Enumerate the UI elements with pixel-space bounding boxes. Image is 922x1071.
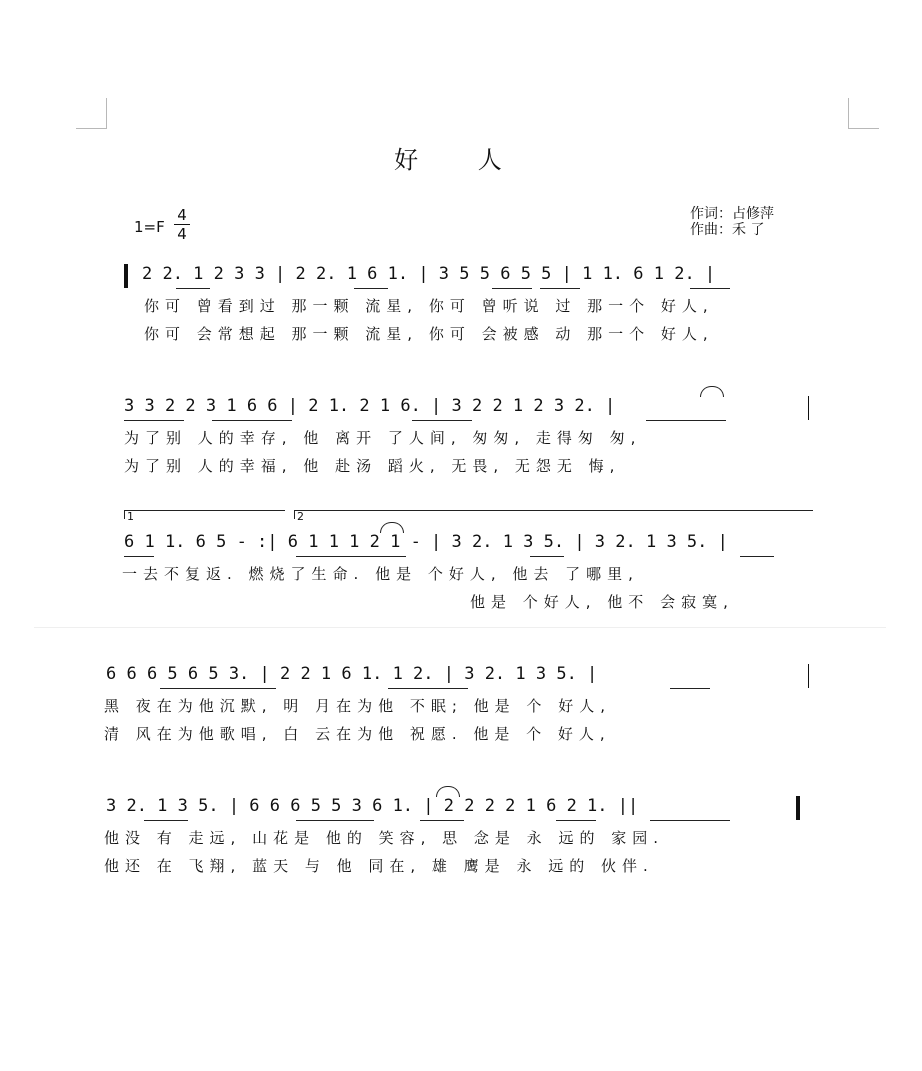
lyrics-row-3-verse-2: 他是 个好人, 他不 会寂寞, xyxy=(470,593,734,611)
beam xyxy=(412,420,472,421)
composer-credit: 作曲：禾 了 xyxy=(690,222,765,238)
beam xyxy=(650,820,730,821)
beam xyxy=(212,420,292,421)
notation-row-4: 6 6 6 5 6 5 3. | 2 2 1 6 1. 1 2. | 3 2. 1 3 5. | xyxy=(106,664,598,684)
beam xyxy=(556,820,596,821)
time-sig-bottom: 4 xyxy=(177,225,187,243)
beam xyxy=(176,288,210,289)
beam xyxy=(530,556,564,557)
lyrics-row-2-verse-1: 为了别 人的幸存, 他 离开 了人间, 匆匆, 走得匆 匆, xyxy=(124,429,642,447)
tie-slur xyxy=(700,386,724,397)
time-sig-top: 4 xyxy=(177,206,187,224)
beam xyxy=(296,556,406,557)
volta-number-first: 1 xyxy=(127,510,134,523)
notation-row-1: 2 2. 1 2 3 3 | 2 2. 1 6 1. | 3 5 5 6 5 5 | 1 1. 6 1 2. | xyxy=(142,264,716,284)
beam xyxy=(124,420,184,421)
song-title: 好 人 xyxy=(394,146,528,174)
lyrics-row-1-verse-1: 你可 曾看到过 那一颗 流星, 你可 曾听说 过 那一个 好人, xyxy=(144,297,714,315)
time-signature xyxy=(174,207,190,242)
crop-mark-left xyxy=(76,98,107,129)
lyrics-row-3-verse-1: 一去不复返. 燃烧了生命. 他是 个好人, 他去 了哪里, xyxy=(122,565,639,583)
lyrics-row-4-verse-1: 黑 夜在为他沉默, 明 月在为他 不眠; 他是 个 好人, xyxy=(104,697,611,715)
beam xyxy=(296,820,374,821)
volta-bracket-first xyxy=(124,510,285,519)
beam xyxy=(540,288,580,289)
barline xyxy=(808,664,809,688)
beam xyxy=(160,688,276,689)
tie-slur xyxy=(436,786,460,797)
key-signature: 1=F xyxy=(134,218,165,236)
beam xyxy=(740,556,774,557)
beam xyxy=(690,288,730,289)
lyrics-row-2-verse-2: 为了别 人的幸福, 他 赴汤 蹈火, 无畏, 无怨无 悔, xyxy=(124,457,621,475)
volta-bracket-second xyxy=(294,510,813,519)
notation-row-2: 3 3 2 2 3 1 6 6 | 2 1. 2 1 6. | 3 2 2 1 2 3 2. | xyxy=(124,396,616,416)
lyrics-row-1-verse-2: 你可 会常想起 那一颗 流星, 你可 会被感 动 那一个 好人, xyxy=(144,325,714,343)
volta-number-second: 2 xyxy=(297,510,304,523)
beam xyxy=(388,688,468,689)
beam xyxy=(420,820,464,821)
notation-row-5: 3 2. 1 3 5. | 6 6 6 5 5 3 6 1. | 2 2 2 2 1 6 2 1. || xyxy=(106,796,639,816)
lyrics-row-4-verse-2: 清 风在为他歌唱, 白 云在为他 祝愿. 他是 个 好人, xyxy=(104,725,611,743)
beam xyxy=(670,688,710,689)
credits xyxy=(690,206,774,238)
notation-row-3: 6 1 1. 6 5 - :| 6 1 1 1 2 1 - | 3 2. 1 3 5. | 3 2. 1 3 5. | xyxy=(124,532,728,552)
lyrics-row-5-verse-2: 他还 在 飞翔, 蓝天 与 他 同在, 雄 鹰是 永 远的 伙伴. xyxy=(104,857,654,875)
page-divider xyxy=(34,627,886,628)
crop-mark-right xyxy=(848,98,879,129)
beam xyxy=(124,556,154,557)
beam xyxy=(646,420,726,421)
repeat-start-bar xyxy=(124,264,128,288)
lyricist-credit: 作词：占修萍 xyxy=(690,206,774,222)
beam xyxy=(144,820,188,821)
final-barline xyxy=(796,796,800,820)
beam xyxy=(354,288,388,289)
beam xyxy=(492,288,532,289)
tie-slur xyxy=(380,522,404,533)
lyrics-row-5-verse-1: 他没 有 走远, 山花是 他的 笑容, 思 念是 永 远的 家园. xyxy=(104,829,664,847)
barline xyxy=(808,396,809,420)
